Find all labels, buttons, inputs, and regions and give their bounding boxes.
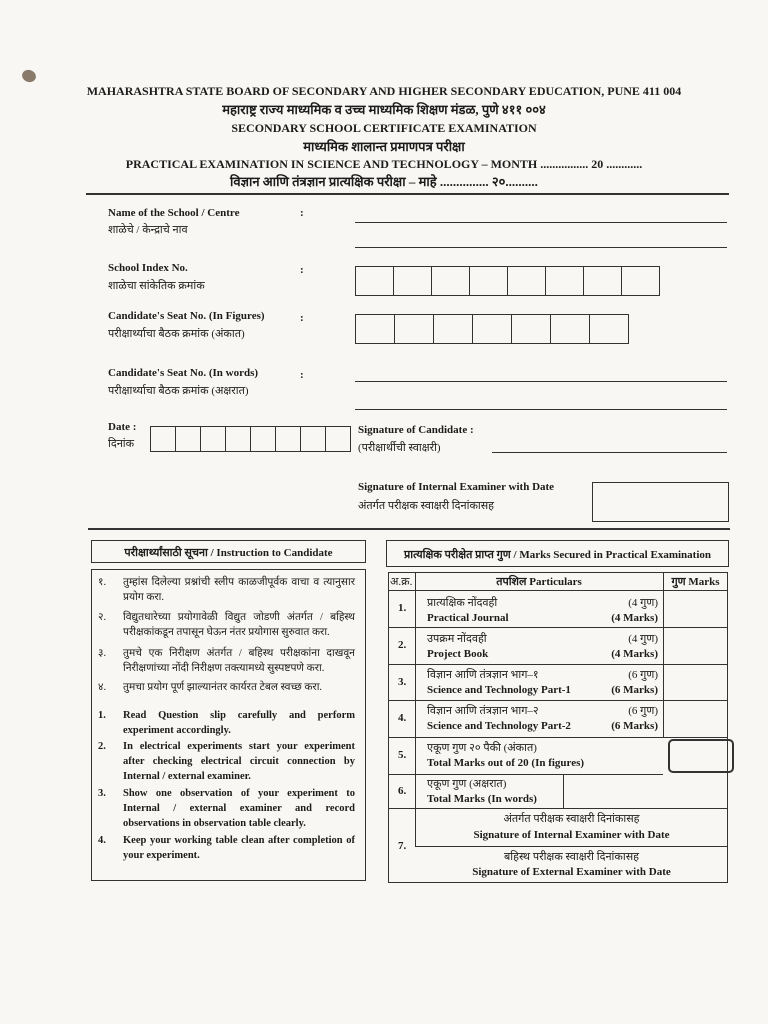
seat-words-label-en: Candidate's Seat No. (In words) xyxy=(108,367,259,379)
row-particular-mr: एकूण गुण (अक्षरात) xyxy=(427,778,507,790)
row-max-marks-en: (4 Marks) xyxy=(611,648,658,660)
list-item-number: 1. xyxy=(98,710,106,721)
external-examiner-sign-mr: बहिस्थ परीक्षक स्वाक्षरी दिनांकासह xyxy=(504,851,639,863)
marks-title: प्रात्यक्षिक परीक्षेत प्राप्त गुण / Marks Secured in Practical Examination xyxy=(403,549,711,561)
total-marks-figures-box[interactable] xyxy=(668,739,734,773)
colon: : xyxy=(300,369,304,381)
row-particular-en: Total Marks (In words) xyxy=(427,793,537,805)
list-item-number: १. xyxy=(98,577,107,588)
school-name-line-2[interactable] xyxy=(355,247,727,248)
table-row-divider xyxy=(415,846,728,847)
list-item-number: 3. xyxy=(98,788,106,799)
internal-examiner-signature-box[interactable] xyxy=(592,482,729,522)
table-row-divider xyxy=(388,664,728,665)
row-max-marks-en: (6 Marks) xyxy=(611,720,658,732)
section-divider xyxy=(88,528,730,530)
date-label-en: Date : xyxy=(108,421,137,433)
board-name-mr: महाराष्ट्र राज्य माध्यमिक व उच्च माध्यमिक शिक्षण मंडळ, पुणे ४११ ००४ xyxy=(222,102,546,117)
list-item-number: २. xyxy=(98,612,107,623)
list-item-number: ३. xyxy=(98,648,107,659)
list-item: In electrical experiments start your experiment after checking electrical circuit connection by Internal / external examiner. xyxy=(123,741,355,782)
list-item: Keep your working table clean after completion of your experiment. xyxy=(123,835,355,861)
colon: : xyxy=(300,312,304,324)
date-boxes[interactable] xyxy=(151,426,351,450)
row-max-marks-en: (4 Marks) xyxy=(611,612,658,624)
list-item: विद्युतधारेच्या प्रयोगावेळी विद्युत जोडणी अंतर्गत / बहिस्थ परीक्षकांकडून तपासून घेऊन नंतर प्रयोगास सुरुवात करा. xyxy=(123,612,355,638)
row-number: 1. xyxy=(398,602,407,614)
internal-examiner-sign-en: Signature of Internal Examiner with Date xyxy=(473,829,670,841)
row-particular-en: Total Marks out of 20 (In figures) xyxy=(427,757,585,769)
index-label-mr: शाळेचा सांकेतिक क्रमांक xyxy=(108,280,205,292)
table-column-divider xyxy=(415,572,416,846)
header-divider xyxy=(86,193,729,195)
table-row-divider xyxy=(388,774,663,775)
table-column-divider xyxy=(563,774,564,808)
row-number: 4. xyxy=(398,712,407,724)
index-number-boxes[interactable] xyxy=(356,266,660,294)
external-examiner-sign-en: Signature of External Examiner with Date xyxy=(472,866,671,878)
date-label-mr: दिनांक xyxy=(108,438,135,450)
table-row-divider xyxy=(388,590,728,591)
table-row-divider xyxy=(388,700,728,701)
row-number: 2. xyxy=(398,639,407,651)
list-item: Read Question slip carefully and perform experiment accordingly. xyxy=(123,710,355,736)
row-particular-mr: विज्ञान आणि तंत्रज्ञान भाग–१ xyxy=(427,669,539,681)
row-max-marks-mr: (4 गुण) xyxy=(628,597,658,609)
column-header-marks: गुण Marks xyxy=(671,576,720,588)
list-item-number: 4. xyxy=(98,835,106,846)
seat-figures-label-mr: परीक्षार्थ्याचा बैठक क्रमांक (अंकात) xyxy=(108,328,245,340)
candidate-signature-label-mr: (परीक्षार्थीची स्वाक्षरी) xyxy=(358,442,441,454)
list-item: तुमचे एक निरीक्षण अंतर्गत / बहिस्थ परीक्षकांना दाखवून निरीक्षणांच्या नोंदी निरीक्षण तक्त्यामध्ये सुस्पष्टपणे करा. xyxy=(123,648,355,674)
practical-title-en: PRACTICAL EXAMINATION IN SCIENCE AND TECHNOLOGY – MONTH ................ 20 ............ xyxy=(125,157,643,171)
internal-examiner-label-mr: अंतर्गत परीक्षक स्वाक्षरी दिनांकासह xyxy=(358,500,495,512)
row-number: 6. xyxy=(398,785,407,797)
row-particular-mr: प्रात्यक्षिक नोंदवही xyxy=(427,597,498,609)
row-particular-en: Project Book xyxy=(427,648,489,660)
row-max-marks-mr: (6 गुण) xyxy=(628,669,658,681)
practical-title-mr: विज्ञान आणि तंत्रज्ञान प्रात्यक्षिक परीक्षा – माहे ............... २०.......... xyxy=(230,174,538,189)
row-max-marks-en: (6 Marks) xyxy=(611,684,658,696)
row-particular-mr: विज्ञान आणि तंत्रज्ञान भाग–२ xyxy=(427,705,539,717)
row-particular-en: Science and Technology Part-1 xyxy=(427,684,571,696)
colon: : xyxy=(300,264,304,276)
school-name-line[interactable] xyxy=(355,222,727,223)
internal-examiner-label-en: Signature of Internal Examiner with Date xyxy=(358,481,555,493)
seat-words-line-2[interactable] xyxy=(355,409,727,410)
board-name-en: MAHARASHTRA STATE BOARD OF SECONDARY AND HIGHER SECONDARY EDUCATION, PUNE 411 004 xyxy=(86,84,682,98)
row-number: 7. xyxy=(398,840,407,852)
row-particular-mr: उपक्रम नोंदवही xyxy=(427,633,487,645)
exam-title-mr: माध्यमिक शालान्त प्रमाणपत्र परीक्षा xyxy=(303,139,465,154)
list-item-number: ४. xyxy=(98,682,107,693)
paper-spot xyxy=(20,68,37,84)
internal-examiner-sign-mr: अंतर्गत परीक्षक स्वाक्षरी दिनांकासह xyxy=(503,813,640,825)
school-label-en: Name of the School / Centre xyxy=(108,207,240,219)
table-row-divider xyxy=(388,808,728,809)
index-label-en: School Index No. xyxy=(108,262,188,274)
column-header-no: अ.क्र. xyxy=(390,576,413,588)
row-max-marks-mr: (4 गुण) xyxy=(628,633,658,645)
list-item-number: 2. xyxy=(98,741,106,752)
table-column-divider xyxy=(663,572,664,737)
colon: : xyxy=(300,207,304,219)
list-item: तुमचा प्रयोग पूर्ण झाल्यानंतर कार्यरत टेबल स्वच्छ करा. xyxy=(123,682,323,693)
seat-number-boxes[interactable] xyxy=(356,314,629,342)
seat-figures-label-en: Candidate's Seat No. (In Figures) xyxy=(108,310,265,322)
table-row-divider xyxy=(388,627,728,628)
instructions-title: परीक्षार्थ्यांसाठी सूचना / Instruction to Candidate xyxy=(124,547,333,559)
candidate-signature-label-en: Signature of Candidate : xyxy=(358,424,474,436)
row-particular-mr: एकूण गुण २० पैकी (अंकात) xyxy=(427,742,537,754)
candidate-signature-line[interactable] xyxy=(492,452,727,453)
list-item: तुम्हांस दिलेल्या प्रश्नांची स्लीप काळजीपूर्वक वाचा व त्यानुसार प्रयोग करा. xyxy=(123,577,355,603)
table-row-divider xyxy=(388,737,728,738)
row-number: 3. xyxy=(398,676,407,688)
row-particular-en: Science and Technology Part-2 xyxy=(427,720,571,732)
list-item: Show one observation of your experiment to Internal / external examiner and record observations in observation table clearly. xyxy=(123,788,355,829)
exam-title-en: SECONDARY SCHOOL CERTIFICATE EXAMINATION xyxy=(231,121,537,135)
school-label-mr: शाळेचे / केन्द्राचे नाव xyxy=(108,224,188,236)
row-max-marks-mr: (6 गुण) xyxy=(628,705,658,717)
seat-words-line[interactable] xyxy=(355,381,727,382)
row-number: 5. xyxy=(398,749,407,761)
row-particular-en: Practical Journal xyxy=(427,612,509,624)
column-header-particulars: तपशिल Particulars xyxy=(496,576,582,588)
seat-words-label-mr: परीक्षार्थ्याचा बैठक क्रमांक (अक्षरात) xyxy=(108,385,249,397)
